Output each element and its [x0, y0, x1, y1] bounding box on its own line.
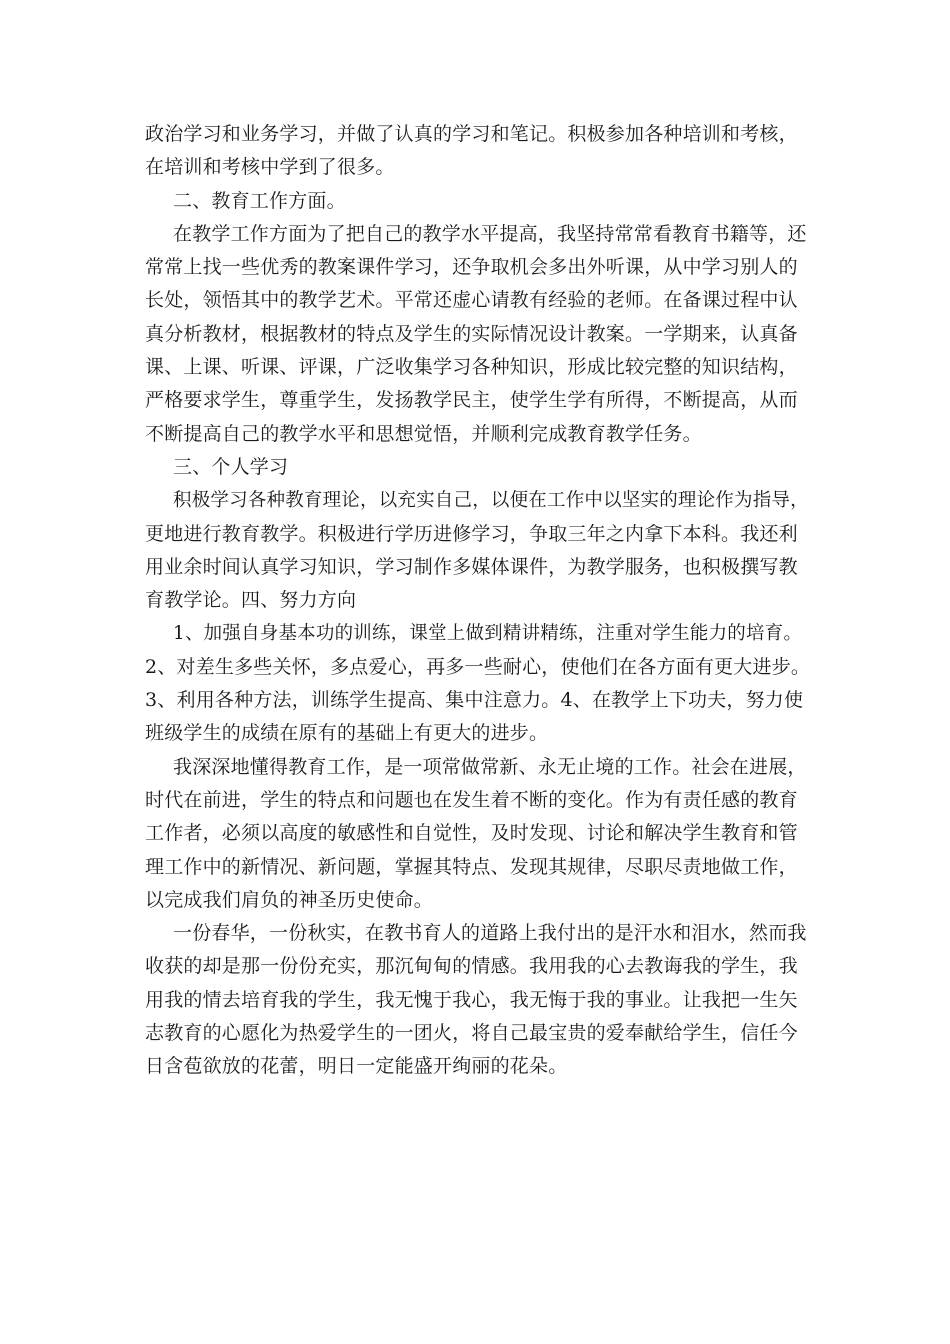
- text-line: 常常上找一些优秀的教案课件学习，还争取机会多出外听课，从中学习别人的: [145, 256, 798, 279]
- text-line: 理工作中的新情况、新问题，掌握其特点、发现其规律，尽职尽责地做工作，: [145, 855, 798, 878]
- text-line: 真分析教材，根据教材的特点及学生的实际情况设计教案。一学期来，认真备: [145, 322, 798, 345]
- text-line: 不断提高自己的教学水平和思想觉悟，并顺利完成教育教学任务。: [145, 422, 702, 445]
- text-line: 在教学工作方面为了把自己的教学水平提高，我坚持常常看教育书籍等，还: [173, 222, 807, 245]
- text-line: 以完成我们肩负的神圣历史使命。: [145, 888, 434, 911]
- text-line: 课、上课、听课、评课，广泛收集学习各种知识，形成比较完整的知识结构，: [145, 356, 798, 379]
- section-heading-personal-study: 三、个人学习: [173, 455, 289, 478]
- text-line: 工作者，必须以高度的敏感性和自觉性，及时发现、讨论和解决学生教育和管: [145, 822, 798, 845]
- text-line: 时代在前进，学生的特点和问题也在发生着不断的变化。作为有责任感的教育: [145, 788, 798, 811]
- document-body: [145, 118, 817, 1084]
- text-line: 收获的却是那一份份充实，那沉甸甸的情感。我用我的心去教诲我的学生，我: [145, 955, 798, 978]
- text-line: 日含苞欲放的花蕾，明日一定能盛开绚丽的花朵。: [145, 1055, 568, 1078]
- text-line: 更地进行教育教学。积极进行学历进修学习，争取三年之内拿下本科。我还利: [145, 522, 798, 545]
- text-line: 3、利用各种方法，训练学生提高、集中注意力。4、在教学上下功夫，努力使: [145, 689, 804, 712]
- text-line: 一份春华，一份秋实，在教书育人的道路上我付出的是汗水和泪水，然而我: [173, 922, 807, 945]
- text-line: 用我的情去培育我的学生，我无愧于我心，我无悔于我的事业。让我把一生矢: [145, 988, 798, 1011]
- text-line: 积极学习各种教育理论，以充实自己，以便在工作中以坚实的理论作为指导，: [173, 490, 809, 512]
- text-line: 我深深地懂得教育工作，是一项常做常新、永无止境的工作。社会在进展，: [173, 755, 807, 778]
- text-line: 严格要求学生，尊重学生，发扬教学民主，使学生学有所得，不断提高，从而: [145, 389, 798, 412]
- text-line: 班级学生的成绩在原有的基础上有更大的进步。: [145, 722, 549, 745]
- text-line: 长处，领悟其中的教学艺术。平常还虚心请教有经验的老师。在备课过程中认: [145, 289, 798, 312]
- text-line: 在培训和考核中学到了很多。: [145, 156, 395, 179]
- section-heading-education: 二、教育工作方面。: [173, 189, 346, 212]
- text-line: 2、对差生多些关怀，多点爱心，再多一些耐心，使他们在各方面有更大进步。: [145, 655, 811, 678]
- text-line: 政治学习和业务学习，并做了认真的学习和笔记。积极参加各种培训和考核，: [145, 123, 798, 145]
- text-line: 志教育的心愿化为热爱学生的一团火，将自己最宝贵的爱奉献给学生，信任今: [145, 1022, 798, 1045]
- text-line: 育教学论。四、努力方向: [145, 589, 357, 612]
- text-line: 1、加强自身基本功的训练，课堂上做到精讲精练，注重对学生能力的培育。: [173, 623, 803, 645]
- text-line: 用业余时间认真学习知识，学习制作多媒体课件，为教学服务，也积极撰写教: [145, 555, 798, 578]
